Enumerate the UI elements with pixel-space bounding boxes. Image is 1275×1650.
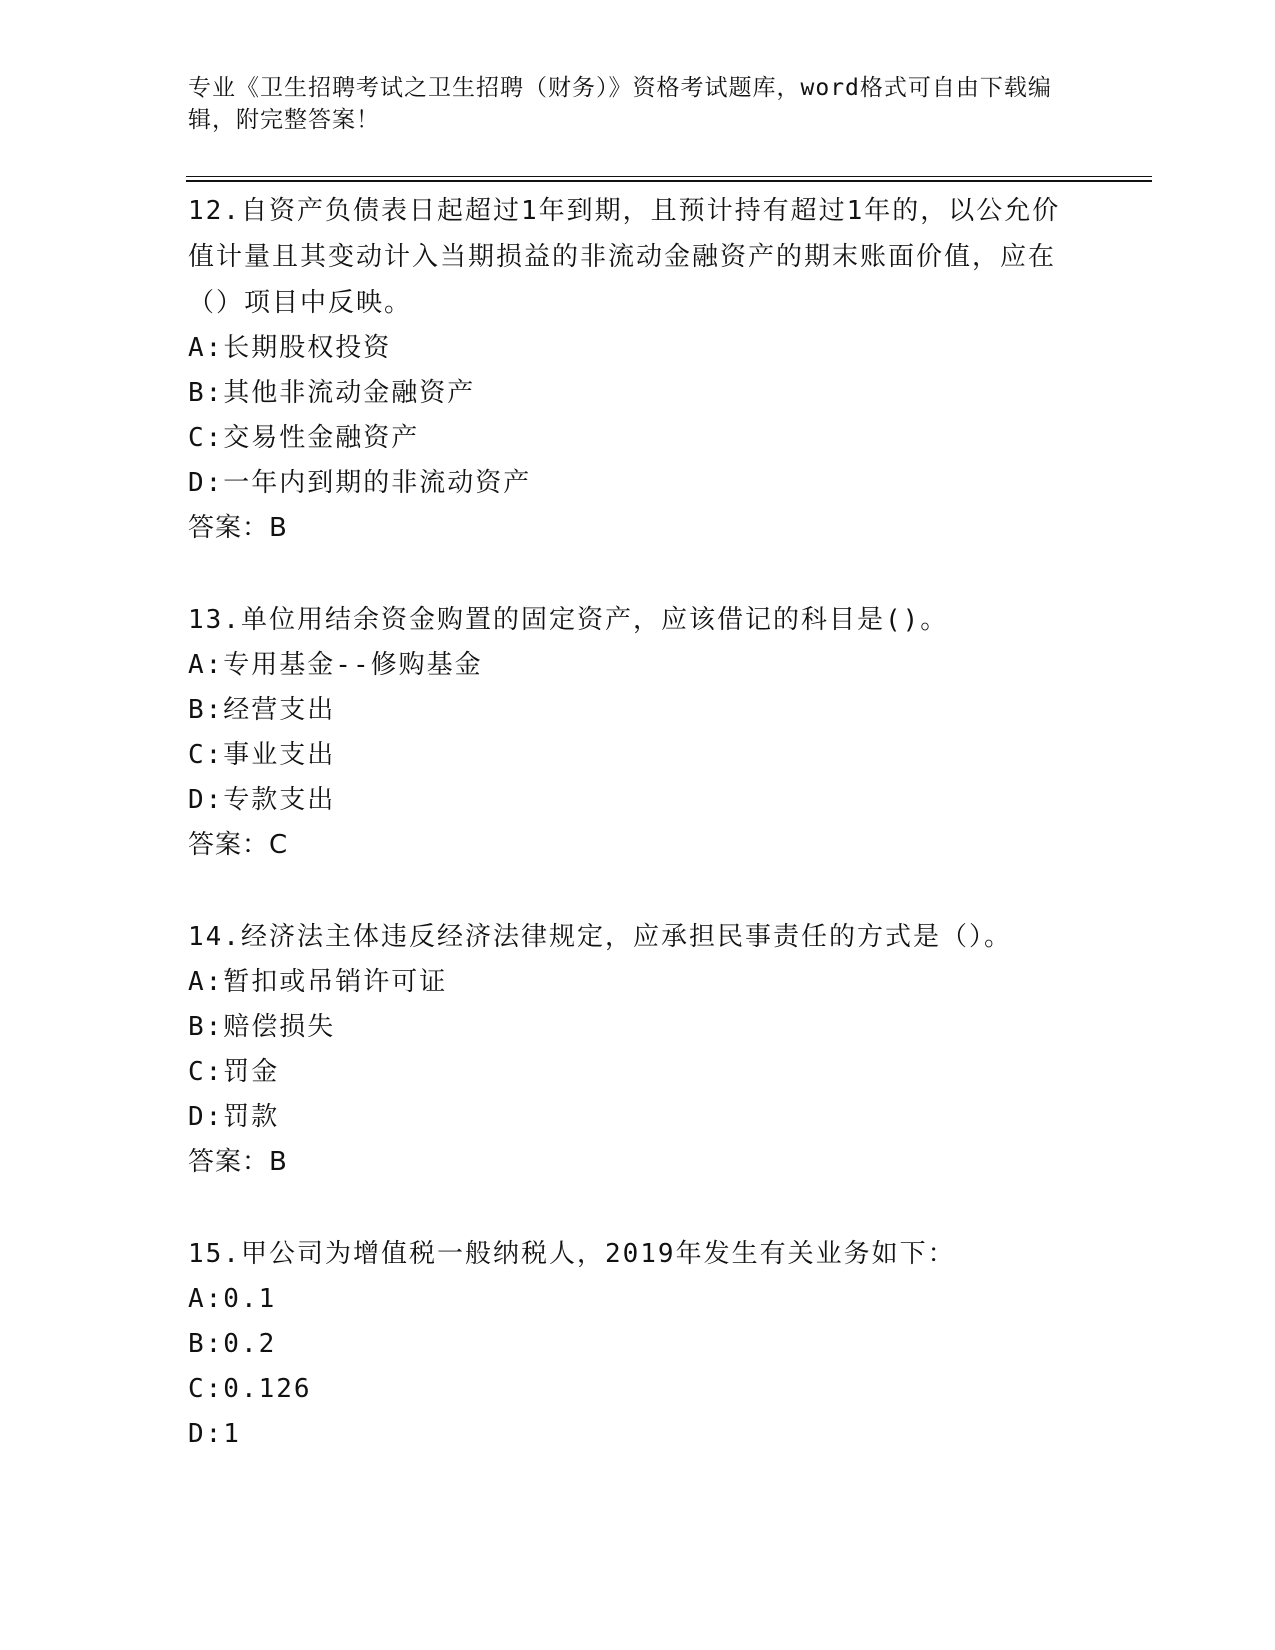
option-c: C:罚金 [188, 1057, 280, 1087]
option-d: D:专款支出 [188, 785, 336, 815]
question-13 [188, 597, 1088, 868]
question-stem: 15.甲公司为增值税一般纳税人，2019年发生有关业务如下： [188, 1239, 956, 1269]
option-a: A:长期股权投资 [188, 333, 392, 363]
answer-line: 答案：C [188, 830, 289, 860]
option-b: B:赔偿损失 [188, 1012, 336, 1042]
question-stem: 12.自资产负债表日起超过1年到期，且预计持有超过1年的，以公允价值计量且其变动计入当期损益的非流动金融资产的期末账面价值，应在（）项目中反映。 [188, 196, 1061, 318]
option-b: B:经营支出 [188, 695, 336, 725]
option-a: A:0.1 [188, 1284, 277, 1314]
option-a: A:暂扣或吊销许可证 [188, 967, 448, 997]
answer-line: 答案：B [188, 1147, 288, 1177]
option-b: B:其他非流动金融资产 [188, 378, 476, 408]
option-c: C:交易性金融资产 [188, 423, 420, 453]
question-list [188, 188, 1088, 1503]
option-a: A:专用基金--修购基金 [188, 650, 483, 680]
document-header: 专业《卫生招聘考试之卫生招聘（财务）》资格考试题库，word格式可自由下载编辑，附完整答案！ [188, 75, 1052, 133]
question-15 [188, 1231, 1088, 1457]
option-b: B:0.2 [188, 1329, 277, 1359]
question-12 [188, 188, 1088, 551]
option-c: C:0.126 [188, 1374, 312, 1404]
option-d: D:1 [188, 1419, 241, 1449]
option-d: D:一年内到期的非流动资产 [188, 468, 532, 498]
question-14 [188, 914, 1088, 1185]
answer-line: 答案：B [188, 513, 288, 543]
option-d: D:罚款 [188, 1102, 280, 1132]
question-stem: 13.单位用结余资金购置的固定资产，应该借记的科目是()。 [188, 605, 949, 635]
option-c: C:事业支出 [188, 740, 336, 770]
question-stem: 14.经济法主体违反经济法律规定，应承担民事责任的方式是（）。 [188, 922, 1012, 952]
header-divider [186, 176, 1152, 182]
